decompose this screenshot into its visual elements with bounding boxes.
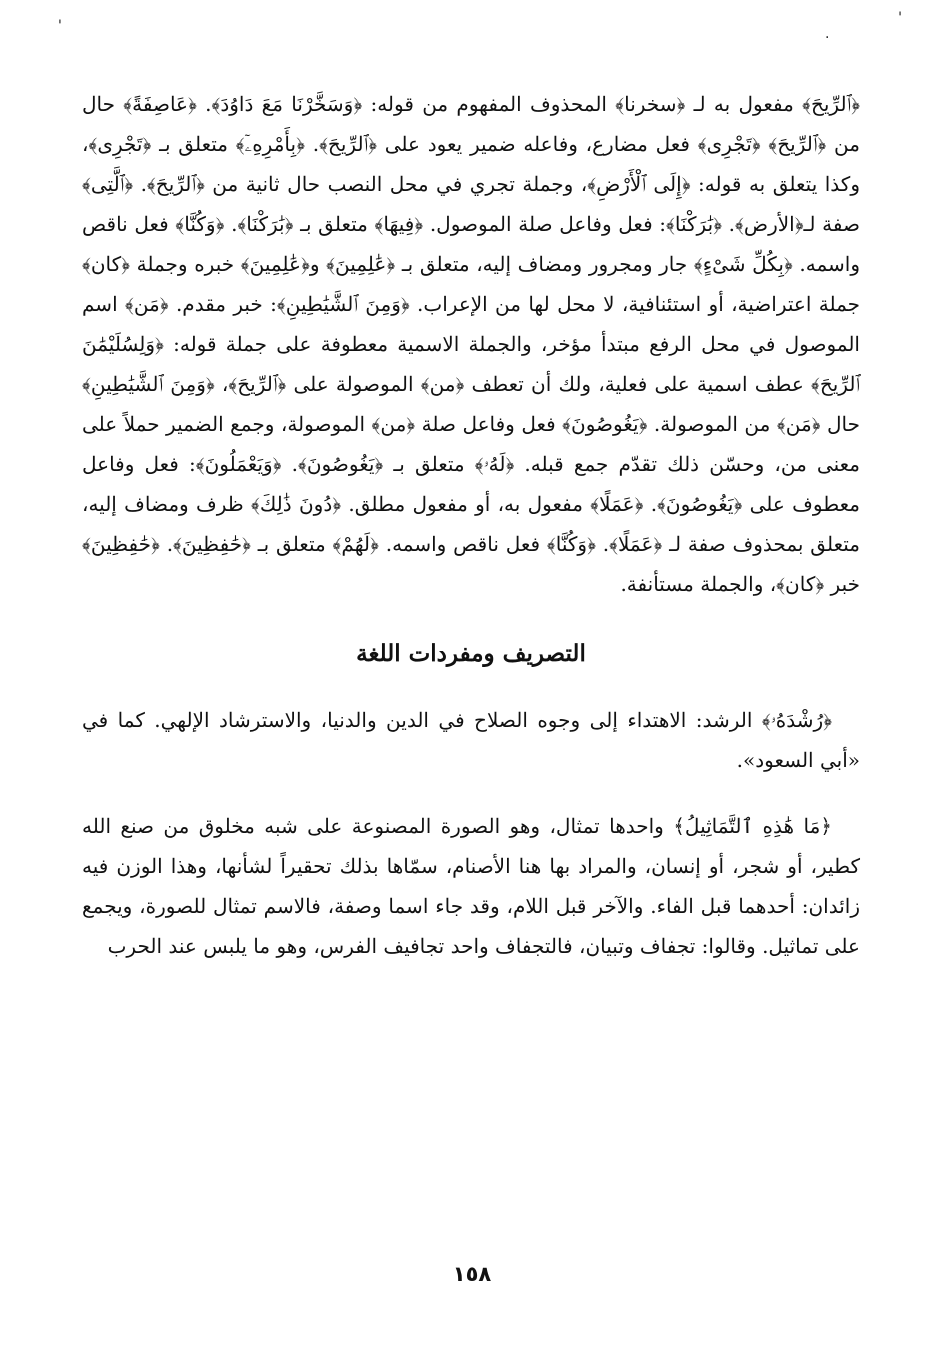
page-body xyxy=(82,84,860,966)
grammar-paragraph: ﴿ٱلرِّيحَ﴾ مفعول به لـ ﴿سخرنا﴾ المحذوف المفهوم من قوله: ﴿وَسَخَّرْنَا مَعَ دَاوُدَ﴾. ﴿عَاصِفَةً﴾ حال من ﴿ٱلرِّيحَ﴾ ﴿تَجْرِى﴾ فعل مضارع، وفاعله ضمير يعود على ﴿ٱلرِّيحَ﴾. ﴿بِأَمْرِهِۦٓ﴾ متعلق بـ ﴿تَجْرِى﴾، وكذا يتعلق به قوله: ﴿إِلَى ٱلْأَرْضِ﴾، وجملة تجري في محل النصب حال ثانية من ﴿ٱلرِّيحَ﴾. ﴿ٱلَّتِى﴾ صفة لـ﴿الأرض﴾. ﴿بَٰرَكْنَا﴾: فعل وفاعل صلة الموصول. ﴿فِيهَا﴾ متعلق بـ ﴿بَٰرَكْنَا﴾. ﴿وَكُنَّا﴾ فعل ناقص واسمه. ﴿بِكُلِّ شَىْءٍ﴾ جار ومجرور ومضاف إليه، متعلق بـ ﴿عَٰلِمِينَ﴾ و﴿عَٰلِمِينَ﴾ خبره وجملة ﴿كان﴾ جملة اعتراضية، أو استئنافية، لا محل لها من الإعراب. ﴿وَمِنَ ٱلشَّيَٰطِينِ﴾: خبر مقدم. ﴿مَن﴾ اسم الموصول في محل الرفع مبتدأ مؤخر، والجملة الاسمية معطوفة على جملة قوله: ﴿وَلِسُلَيْمَٰنَ ٱلرِّيحَ﴾ عطف اسمية على فعلية، ولك أن تعطف ﴿من﴾ الموصولة على ﴿ٱلرِّيحَ﴾، ﴿وَمِنَ ٱلشَّيَٰطِينِ﴾ حال ﴿مَن﴾ من الموصولة. ﴿يَغُوصُونَ﴾ فعل وفاعل صلة ﴿من﴾ الموصولة، وجمع الضمير حملاً على معنى من، وحسّن ذلك تقدّم جمع قبله. ﴿لَهُۥ﴾ متعلق بـ ﴿يَغُوصُونَ﴾. ﴿وَيَعْمَلُونَ﴾: فعل وفاعل معطوف على ﴿يَغُوصُونَ﴾. ﴿عَمَلًا﴾ مفعول به، أو مفعول مطلق. ﴿دُونَ ذَٰلِكَ﴾ ظرف ومضاف إليه، متعلق بمحذوف صفة لـ ﴿عَمَلًا﴾. ﴿وَكُنَّا﴾ فعل ناقص واسمه. ﴿لَهُمْ﴾ متعلق بـ ﴿حَٰفِظِينَ﴾. ﴿حَٰفِظِينَ﴾ خبر ﴿كان﴾، والجملة مستأنفة. xyxy=(82,92,860,596)
scan-mark: ' xyxy=(58,18,62,34)
section-title: التصريف ومفردات اللغة xyxy=(356,640,586,667)
vocabulary-paragraph: ﴿مَا هَٰذِهِ ٱلتَّمَاثِيلُ﴾ واحدها تمثال، وهو الصورة المصنوعة على شبه مخلوق من صنع الله كطير، أو شجر، أو إنسان، والمراد بها هنا الأصنام، سمّاها بذلك تحقيراً لشأنها، وهذا الوزن فيه زائدان: أحدهما قبل الفاء. والآخر قبل اللام، وقد جاء اسما وصفة، فالاسم تمثال للصورة، ويجمع على تماثيل. وقالوا: تجفاف وتبيان، فالتجفاف واحد تجافيف الفرس، وهو ما يلبس عند الحرب xyxy=(82,814,860,958)
scan-mark: ' xyxy=(898,10,902,26)
page-number: ١٥٨ xyxy=(452,1262,492,1286)
vocabulary-paragraph: ﴿رُشْدَهُۥ﴾ الرشد: الاهتداء إلى وجوه الصلاح في الدين والدنيا، والاسترشاد الإلهي. كما في «أبي السعود». xyxy=(82,708,860,772)
scan-mark: . xyxy=(825,26,830,42)
